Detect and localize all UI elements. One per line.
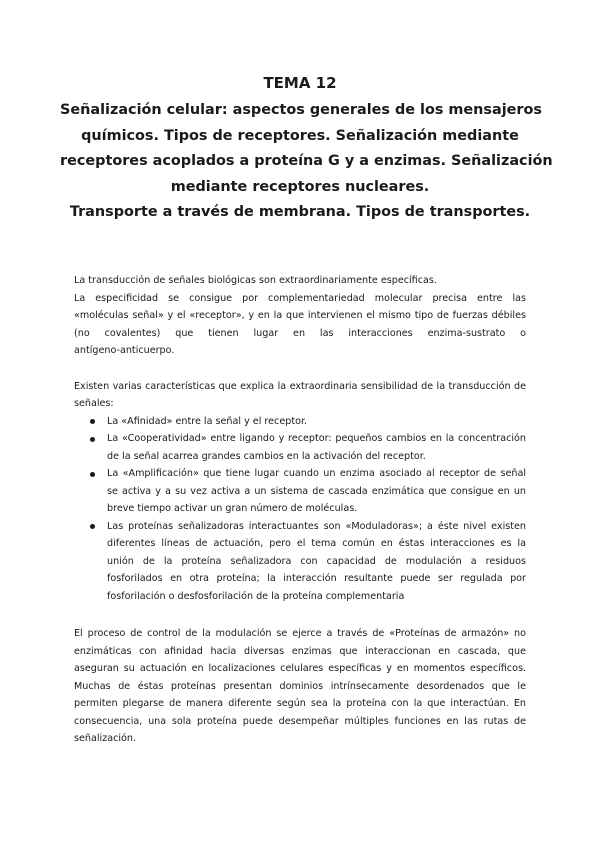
text-line: Existen varias características que explica la extraordinaria sensibilidad de la transducción de (74, 380, 526, 392)
text-line: antígeno-anticuerpo. (74, 345, 175, 356)
text-line: enzimáticas con afinidad hacia diversas enzimas que interaccionan en cascada, que (74, 645, 526, 657)
text-line: «moléculas señal» y el «receptor», y en la que intervienen el mismo tipo de fuerzas débiles (74, 310, 526, 321)
text-line: se activa y a su vez activa a un sistema de cascada enzimática que consigue en un (107, 485, 526, 497)
text-line: de la señal acarrea grandes cambios en la activación del receptor. (107, 450, 426, 462)
title-line: Transporte a través de membrana. Tipos de transportes. (69, 204, 531, 220)
text-line: (no covalentes) que tienen lugar en las interacciones enzima-sustrato o (74, 327, 526, 339)
text-line: La transducción de señales biológicas son extraordinariamente específicas. (74, 275, 437, 286)
title-line: Señalización celular: aspectos generales de los mensajeros (60, 102, 542, 118)
paragraph-sensitivity-intro (74, 378, 526, 413)
bullet-icon (90, 437, 95, 442)
title-block (60, 74, 553, 226)
text-line: aseguran su actuación en localizaciones celulares específicas y en momentos específicos. (74, 663, 526, 674)
list-item (74, 465, 526, 518)
text-line: Muchas de éstas proteínas presentan dominios intrínsecamente desordenados que le (74, 680, 526, 692)
text-line: La especificidad se consigue por complementariedad molecular precisa entre las (74, 292, 526, 304)
title-line: receptores acoplados a proteína G y a enzimas. Señalización (60, 153, 553, 169)
text-line: fosforilados en otra proteína; la interacción resultante puede ser regulada por (107, 573, 526, 584)
text-line: La «Cooperatividad» entre ligando y receptor: pequeños cambios en la concentración (107, 433, 526, 444)
text-line: unión de la proteína señalizadora con capacidad de modulación a residuos (107, 555, 526, 567)
text-line: permiten plegarse de manera diferente según sea la proteína con la que interactúan. En (74, 698, 526, 709)
bullet-icon (90, 524, 95, 529)
paragraph-scaffold-proteins (74, 625, 526, 748)
text-line: La «Amplificación» que tiene lugar cuando un enzima asociado al receptor de señal (107, 468, 526, 479)
characteristics-list (74, 413, 526, 606)
topic-number: TEMA 12 (263, 74, 337, 92)
text-line: señalización. (74, 733, 137, 744)
list-item (74, 518, 526, 606)
text-line: diferentes líneas de actuación, pero el tema común en éstas interacciones es la (107, 538, 526, 549)
text-line: fosforilación o desfosforilación de la proteína complementaria (107, 590, 405, 602)
list-item (74, 413, 526, 431)
title-line: mediante receptores nucleares. (170, 178, 430, 195)
text-line: breve tiempo activar un gran número de moléculas. (107, 503, 358, 514)
text-line: consecuencia, una sola proteína puede desempeñar múltiples funciones en las rutas de (74, 715, 526, 727)
text-line: La «Afinidad» entre la señal y el receptor. (107, 415, 308, 427)
text-line: señales: (74, 398, 114, 409)
list-item (74, 430, 526, 465)
document-body (74, 272, 526, 748)
paragraph-specificity (74, 272, 526, 360)
bullet-icon (90, 419, 95, 424)
text-line: El proceso de control de la modulación se ejerce a través de «Proteínas de armazón» no (74, 628, 526, 639)
bullet-icon (90, 472, 95, 477)
title-line: químicos. Tipos de receptores. Señalización mediante (81, 127, 519, 144)
text-line: Las proteínas señalizadoras interactuantes son «Moduladoras»; a éste nivel existen (107, 520, 526, 532)
